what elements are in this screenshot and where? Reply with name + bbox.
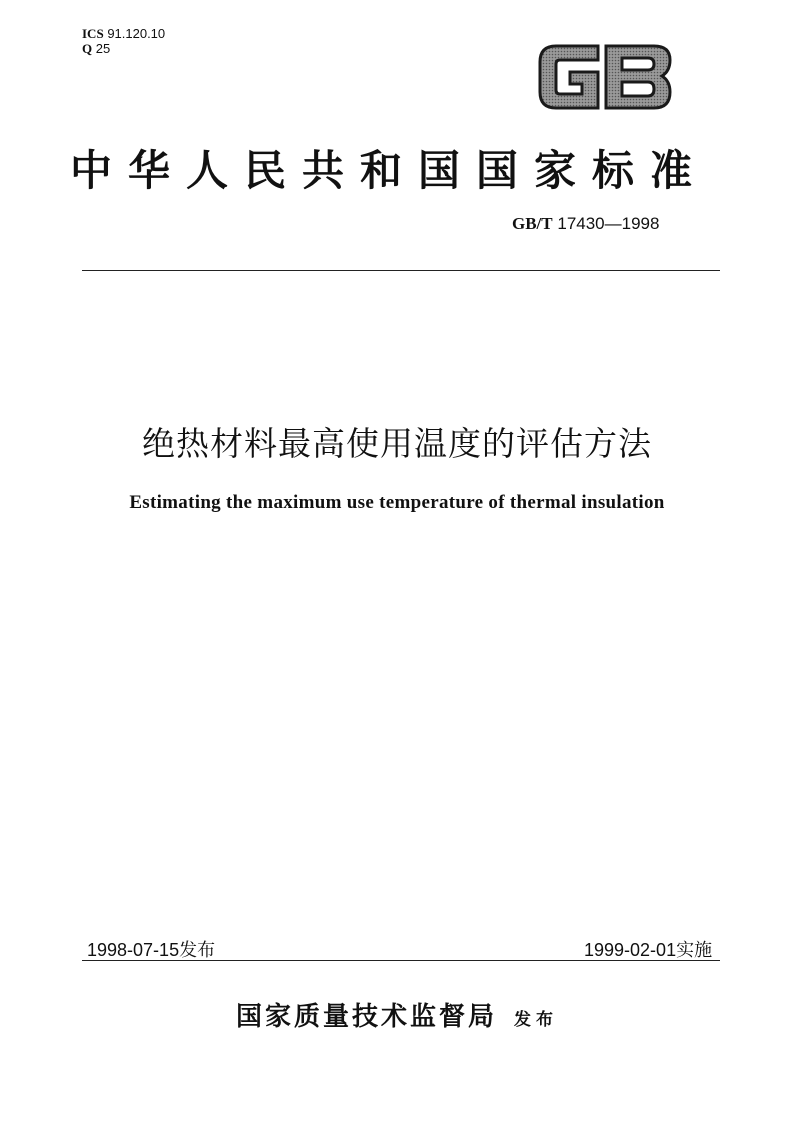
ccs-label: Q [82, 41, 93, 56]
issue-date: 1998-07-15发布 [87, 940, 216, 960]
classification-block [82, 26, 165, 56]
gb-logo-g-shape [540, 46, 598, 108]
ics-label: ICS [82, 26, 104, 41]
publisher-name: 国家质量技术监督局 [235, 1002, 497, 1032]
ccs-code: 25 [95, 41, 111, 56]
top-divider [82, 270, 720, 271]
bottom-divider [82, 960, 720, 961]
standard-number-prefix: GB/T [512, 214, 553, 233]
standard-number-value: 17430—1998 [557, 214, 660, 233]
implementation-date: 1999-02-01实施 [584, 940, 713, 960]
publisher [0, 996, 794, 1033]
gb-logo-b-shape [606, 46, 670, 108]
ics-code: 91.120.10 [107, 26, 166, 41]
publisher-action: 发布 [514, 1010, 559, 1030]
ics-line [82, 26, 165, 41]
ccs-line [82, 41, 165, 56]
document-title-english: Estimating the maximum use temperature of thermal insulation [129, 492, 665, 513]
document-title-chinese: 绝热材料最高使用温度的评估方法 [142, 424, 652, 463]
national-standard-title: 中华人民共和国国家标准 [70, 146, 709, 195]
gb-logo-icon [536, 38, 674, 116]
standard-number [512, 214, 659, 234]
